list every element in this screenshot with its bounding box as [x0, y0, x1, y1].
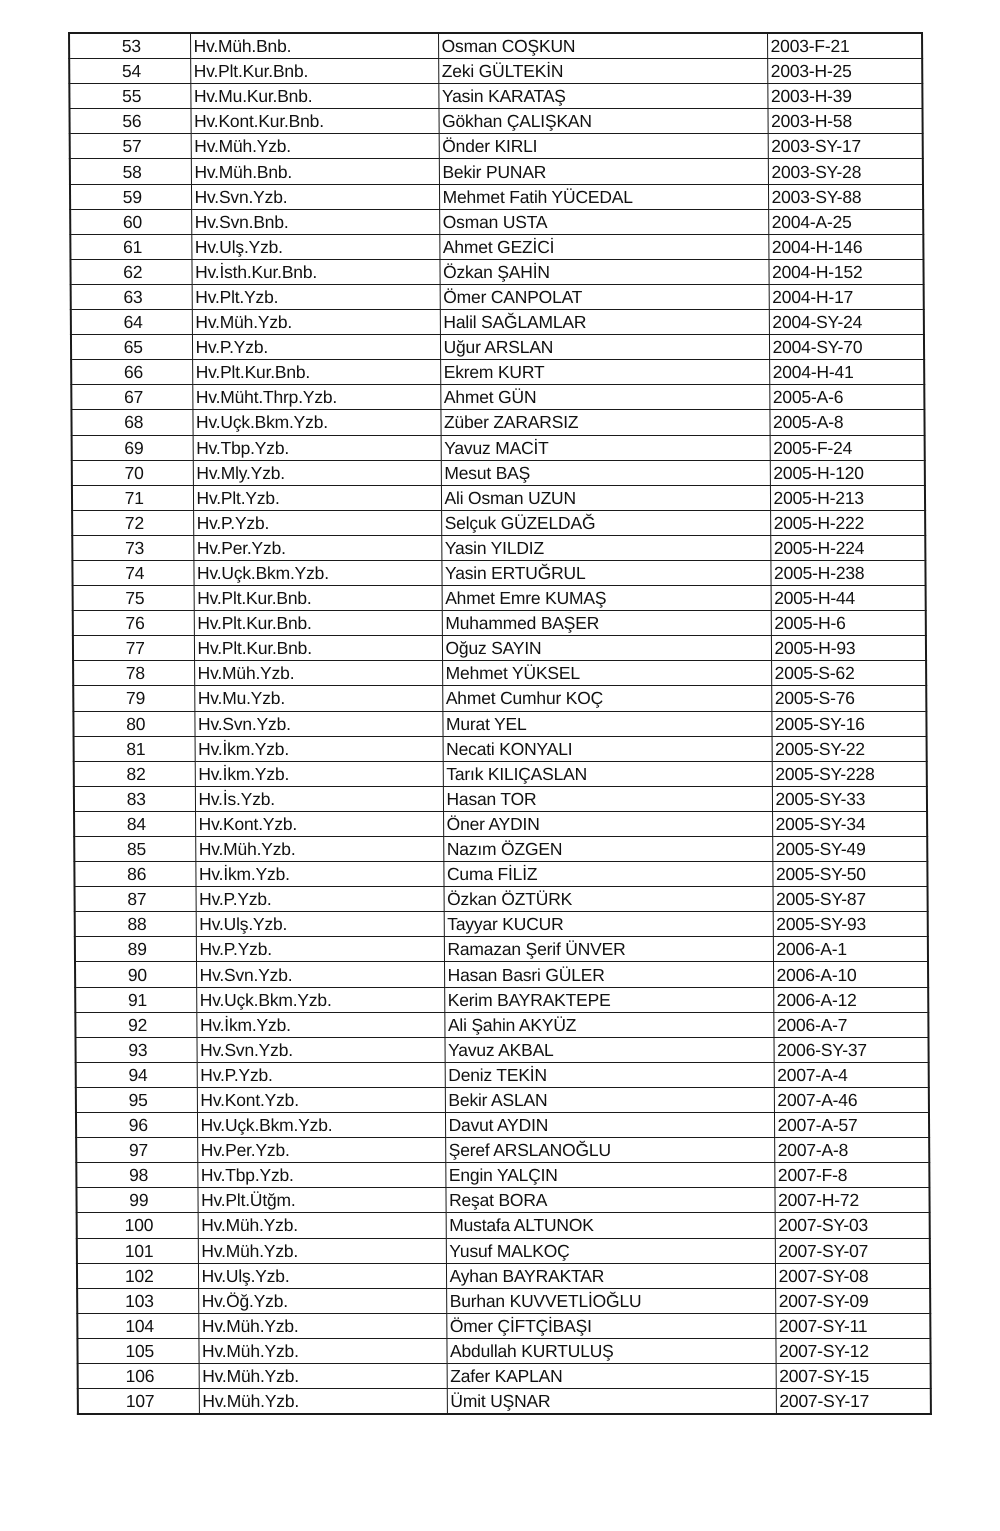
code-cell: 2006-A-12 — [773, 987, 928, 1012]
table-row — [73, 711, 926, 736]
rank-cell: Hv.İs.Yzb. — [195, 786, 443, 811]
name-cell: Davut AYDIN — [445, 1113, 774, 1138]
code-cell: 2007-A-4 — [774, 1062, 929, 1087]
rank-cell: Hv.Mly.Yzb. — [193, 460, 441, 485]
rank-cell: Hv.Müh.Yzb. — [198, 1213, 446, 1238]
table-row — [75, 1037, 928, 1062]
rank-cell: Hv.Svn.Yzb. — [196, 962, 444, 987]
row-number-cell: 98 — [76, 1163, 197, 1188]
code-cell: 2007-A-8 — [774, 1138, 929, 1163]
code-cell: 2005-A-6 — [769, 385, 924, 410]
row-number-cell: 97 — [76, 1138, 197, 1163]
row-number-cell: 67 — [71, 385, 192, 410]
table-row — [73, 636, 926, 661]
rank-cell: Hv.Plt.Kur.Bnb. — [194, 636, 442, 661]
name-cell: Zeki GÜLTEKİN — [438, 59, 767, 84]
row-number-cell: 90 — [75, 962, 196, 987]
rank-cell: Hv.Ulş.Yzb. — [191, 234, 439, 259]
code-cell: 2005-SY-22 — [772, 736, 927, 761]
table-row — [76, 1163, 929, 1188]
code-cell: 2007-SY-17 — [776, 1389, 931, 1415]
name-cell: Ramazan Şerif ÜNVER — [444, 937, 773, 962]
row-number-cell: 89 — [75, 937, 196, 962]
rank-cell: Hv.Svn.Yzb. — [196, 1037, 444, 1062]
name-cell: Önder KIRLI — [439, 134, 768, 159]
table-row — [76, 1062, 929, 1087]
row-number-cell: 75 — [73, 586, 194, 611]
rank-cell: Hv.Kont.Yzb. — [195, 811, 443, 836]
rank-cell: Hv.P.Yzb. — [197, 1062, 445, 1087]
code-cell: 2006-A-1 — [773, 937, 928, 962]
code-cell: 2004-A-25 — [768, 209, 923, 234]
table-row — [76, 1188, 929, 1213]
code-cell: 2005-SY-228 — [772, 761, 927, 786]
row-number-cell: 57 — [70, 134, 191, 159]
table-row — [71, 360, 924, 385]
name-cell: Muhammed BAŞER — [442, 611, 771, 636]
name-cell: Bekir ASLAN — [445, 1087, 774, 1112]
row-number-cell: 91 — [75, 987, 196, 1012]
row-number-cell: 59 — [70, 184, 191, 209]
table-row — [70, 184, 923, 209]
table-row — [71, 410, 924, 435]
code-cell: 2004-SY-70 — [769, 335, 924, 360]
table-row — [74, 862, 927, 887]
table-row — [71, 310, 924, 335]
code-cell: 2003-SY-28 — [768, 159, 923, 184]
rank-cell: Hv.P.Yzb. — [192, 335, 440, 360]
name-cell: Abdullah KURTULUŞ — [446, 1338, 775, 1363]
name-cell: Ömer ÇİFTÇİBAŞI — [446, 1313, 775, 1338]
table-row — [78, 1389, 931, 1415]
table-row — [77, 1263, 930, 1288]
rank-cell: Hv.İkm.Yzb. — [196, 1012, 444, 1037]
code-cell: 2005-SY-16 — [771, 711, 926, 736]
rank-cell: Hv.Uçk.Bkm.Yzb. — [197, 1113, 445, 1138]
name-cell: Ahmet Emre KUMAŞ — [442, 586, 771, 611]
rank-cell: Hv.Plt.Yzb. — [192, 284, 440, 309]
name-cell: Burhan KUVVETLİOĞLU — [446, 1288, 775, 1313]
code-cell: 2005-F-24 — [770, 435, 925, 460]
code-cell: 2005-A-8 — [769, 410, 924, 435]
name-cell: Necati KONYALI — [443, 736, 772, 761]
name-cell: Özkan ŞAHİN — [439, 259, 768, 284]
row-number-cell: 78 — [73, 661, 194, 686]
code-cell: 2004-H-41 — [769, 360, 924, 385]
code-cell: 2005-H-6 — [771, 611, 926, 636]
table-row — [77, 1313, 930, 1338]
rank-cell: Hv.P.Yzb. — [193, 510, 441, 535]
table-row — [72, 460, 925, 485]
code-cell: 2003-SY-88 — [768, 184, 923, 209]
row-number-cell: 54 — [69, 59, 190, 84]
table-row — [76, 1087, 929, 1112]
name-cell: Mehmet YÜKSEL — [442, 661, 771, 686]
row-number-cell: 80 — [73, 711, 194, 736]
row-number-cell: 66 — [71, 360, 192, 385]
rank-cell: Hv.Müh.Yzb. — [198, 1313, 446, 1338]
rank-cell: Hv.Müht.Thrp.Yzb. — [192, 385, 440, 410]
name-cell: Kerim BAYRAKTEPE — [444, 987, 773, 1012]
table-row — [73, 611, 926, 636]
rank-cell: Hv.Per.Yzb. — [197, 1138, 445, 1163]
name-cell: Yasin YILDIZ — [441, 535, 770, 560]
row-number-cell: 101 — [77, 1238, 198, 1263]
table-row — [70, 234, 923, 259]
code-cell: 2004-H-146 — [768, 234, 923, 259]
code-cell: 2007-A-46 — [774, 1087, 929, 1112]
table-row — [74, 786, 927, 811]
table-row — [72, 485, 925, 510]
table-row — [74, 837, 927, 862]
rank-cell: Hv.Plt.Kur.Bnb. — [190, 59, 438, 84]
name-cell: Nazım ÖZGEN — [443, 837, 772, 862]
rank-cell: Hv.Müh.Yzb. — [192, 310, 440, 335]
name-cell: Öner AYDIN — [443, 811, 772, 836]
name-cell: Uğur ARSLAN — [440, 335, 769, 360]
row-number-cell: 93 — [75, 1037, 196, 1062]
rank-cell: Hv.Per.Yzb. — [193, 535, 441, 560]
document-page — [68, 32, 930, 1415]
table-row — [71, 284, 924, 309]
code-cell: 2007-SY-15 — [776, 1363, 931, 1388]
table-row — [71, 335, 924, 360]
table-row — [74, 811, 927, 836]
code-cell: 2006-A-10 — [773, 962, 928, 987]
rank-cell: Hv.Mu.Yzb. — [194, 686, 442, 711]
code-cell: 2007-SY-12 — [775, 1338, 930, 1363]
name-cell: Züber ZARARSIZ — [440, 410, 769, 435]
rank-cell: Hv.Müh.Yzb. — [194, 661, 442, 686]
rank-cell: Hv.Uçk.Bkm.Yzb. — [193, 560, 441, 585]
row-number-cell: 77 — [73, 636, 194, 661]
rank-cell: Hv.Svn.Yzb. — [191, 184, 439, 209]
rank-cell: Hv.Plt.Ütğm. — [197, 1188, 445, 1213]
rank-cell: Hv.Uçk.Bkm.Yzb. — [192, 410, 440, 435]
table-row — [73, 586, 926, 611]
table-row — [70, 209, 923, 234]
code-cell: 2007-SY-07 — [775, 1238, 930, 1263]
table-row — [75, 962, 928, 987]
code-cell: 2005-S-76 — [771, 686, 926, 711]
row-number-cell: 95 — [76, 1087, 197, 1112]
rank-cell: Hv.İkm.Yzb. — [195, 862, 443, 887]
personnel-table-body — [69, 33, 931, 1414]
name-cell: Yavuz MACİT — [441, 435, 770, 460]
rank-cell: Hv.Kont.Kur.Bnb. — [190, 109, 438, 134]
table-row — [69, 84, 922, 109]
code-cell: 2003-H-58 — [767, 109, 922, 134]
name-cell: Gökhan ÇALIŞKAN — [438, 109, 767, 134]
row-number-cell: 103 — [77, 1288, 198, 1313]
table-row — [74, 761, 927, 786]
rank-cell: Hv.Müh.Yzb. — [191, 134, 439, 159]
name-cell: Mustafa ALTUNOK — [446, 1213, 775, 1238]
name-cell: Şeref ARSLANOĞLU — [445, 1138, 774, 1163]
table-row — [76, 1113, 929, 1138]
code-cell: 2005-H-120 — [770, 460, 925, 485]
row-number-cell: 70 — [72, 460, 193, 485]
code-cell: 2006-SY-37 — [773, 1037, 928, 1062]
name-cell: Yusuf MALKOÇ — [446, 1238, 775, 1263]
table-row — [73, 661, 926, 686]
row-number-cell: 100 — [77, 1213, 198, 1238]
code-cell: 2005-H-238 — [770, 560, 925, 585]
name-cell: Yasin KARATAŞ — [438, 84, 767, 109]
row-number-cell: 84 — [74, 811, 195, 836]
table-row — [70, 134, 923, 159]
name-cell: Tayyar KUCUR — [444, 912, 773, 937]
row-number-cell: 68 — [71, 410, 192, 435]
rank-cell: Hv.Müh.Yzb. — [195, 837, 443, 862]
name-cell: Mehmet Fatih YÜCEDAL — [439, 184, 768, 209]
code-cell: 2005-H-93 — [771, 636, 926, 661]
table-row — [71, 385, 924, 410]
code-cell: 2007-F-8 — [774, 1163, 929, 1188]
table-row — [77, 1213, 930, 1238]
code-cell: 2007-H-72 — [774, 1188, 929, 1213]
table-row — [69, 109, 922, 134]
row-number-cell: 96 — [76, 1113, 197, 1138]
name-cell: Osman COŞKUN — [438, 33, 767, 59]
rank-cell: Hv.Müh.Yzb. — [199, 1363, 447, 1388]
row-number-cell: 99 — [76, 1188, 197, 1213]
code-cell: 2004-SY-24 — [769, 310, 924, 335]
row-number-cell: 61 — [70, 234, 191, 259]
code-cell: 2005-H-222 — [770, 510, 925, 535]
table-row — [69, 33, 922, 59]
code-cell: 2005-SY-93 — [773, 912, 928, 937]
rank-cell: Hv.Plt.Kur.Bnb. — [192, 360, 440, 385]
code-cell: 2004-H-17 — [769, 284, 924, 309]
code-cell: 2005-H-44 — [771, 586, 926, 611]
code-cell: 2007-SY-08 — [775, 1263, 930, 1288]
table-row — [77, 1338, 930, 1363]
name-cell: Hasan TOR — [443, 786, 772, 811]
name-cell: Deniz TEKİN — [445, 1062, 774, 1087]
table-row — [75, 1012, 928, 1037]
row-number-cell: 56 — [69, 109, 190, 134]
rank-cell: Hv.İsth.Kur.Bnb. — [191, 259, 439, 284]
row-number-cell: 69 — [72, 435, 193, 460]
row-number-cell: 102 — [77, 1263, 198, 1288]
name-cell: Murat YEL — [442, 711, 771, 736]
row-number-cell: 83 — [74, 786, 195, 811]
name-cell: Ümit UŞNAR — [447, 1389, 776, 1415]
rank-cell: Hv.Müh.Yzb. — [198, 1238, 446, 1263]
name-cell: Selçuk GÜZELDAĞ — [441, 510, 770, 535]
table-row — [75, 912, 928, 937]
code-cell: 2003-F-21 — [767, 33, 922, 59]
code-cell: 2007-A-57 — [774, 1113, 929, 1138]
rank-cell: Hv.Svn.Yzb. — [194, 711, 442, 736]
name-cell: Ali Osman UZUN — [441, 485, 770, 510]
name-cell: Mesut BAŞ — [441, 460, 770, 485]
code-cell: 2005-SY-34 — [772, 811, 927, 836]
table-row — [70, 159, 923, 184]
row-number-cell: 107 — [78, 1389, 199, 1415]
row-number-cell: 76 — [73, 611, 194, 636]
code-cell: 2005-S-62 — [771, 661, 926, 686]
table-row — [70, 259, 923, 284]
rank-cell: Hv.Müh.Bnb. — [190, 33, 438, 59]
rank-cell: Hv.Tbp.Yzb. — [193, 435, 441, 460]
table-row — [72, 435, 925, 460]
name-cell: Engin YALÇIN — [445, 1163, 774, 1188]
table-row — [73, 686, 926, 711]
code-cell: 2003-H-25 — [767, 59, 922, 84]
name-cell: Ahmet Cumhur KOÇ — [442, 686, 771, 711]
name-cell: Osman USTA — [439, 209, 768, 234]
name-cell: Cuma FİLİZ — [443, 862, 772, 887]
name-cell: Ahmet GEZİCİ — [439, 234, 768, 259]
name-cell: Reşat BORA — [445, 1188, 774, 1213]
rank-cell: Hv.Müh.Yzb. — [198, 1338, 446, 1363]
rank-cell: Hv.İkm.Yzb. — [195, 761, 443, 786]
name-cell: Hasan Basri GÜLER — [444, 962, 773, 987]
code-cell: 2005-SY-33 — [772, 786, 927, 811]
rank-cell: Hv.P.Yzb. — [196, 887, 444, 912]
rank-cell: Hv.Plt.Kur.Bnb. — [194, 586, 442, 611]
code-cell: 2005-SY-49 — [772, 837, 927, 862]
row-number-cell: 62 — [70, 259, 191, 284]
table-row — [75, 887, 928, 912]
row-number-cell: 104 — [77, 1313, 198, 1338]
code-cell: 2007-SY-03 — [775, 1213, 930, 1238]
code-cell: 2005-SY-50 — [772, 862, 927, 887]
code-cell: 2005-H-224 — [770, 535, 925, 560]
row-number-cell: 71 — [72, 485, 193, 510]
name-cell: Ekrem KURT — [440, 360, 769, 385]
rank-cell: Hv.Tbp.Yzb. — [197, 1163, 445, 1188]
table-row — [75, 987, 928, 1012]
code-cell: 2006-A-7 — [773, 1012, 928, 1037]
code-cell: 2007-SY-11 — [775, 1313, 930, 1338]
name-cell: Oğuz SAYIN — [442, 636, 771, 661]
row-number-cell: 60 — [70, 209, 191, 234]
name-cell: Yasin ERTUĞRUL — [441, 560, 770, 585]
code-cell: 2004-H-152 — [768, 259, 923, 284]
rank-cell: Hv.Plt.Yzb. — [193, 485, 441, 510]
row-number-cell: 86 — [74, 862, 195, 887]
row-number-cell: 82 — [74, 761, 195, 786]
row-number-cell: 63 — [71, 284, 192, 309]
rank-cell: Hv.Ulş.Yzb. — [198, 1263, 446, 1288]
table-row — [74, 736, 927, 761]
row-number-cell: 81 — [74, 736, 195, 761]
table-row — [72, 535, 925, 560]
row-number-cell: 105 — [77, 1338, 198, 1363]
name-cell: Tarık KILIÇASLAN — [443, 761, 772, 786]
row-number-cell: 92 — [75, 1012, 196, 1037]
rank-cell: Hv.P.Yzb. — [196, 937, 444, 962]
row-number-cell: 106 — [78, 1363, 199, 1388]
rank-cell: Hv.Müh.Yzb. — [199, 1389, 447, 1415]
rank-cell: Hv.Plt.Kur.Bnb. — [194, 611, 442, 636]
rank-cell: Hv.İkm.Yzb. — [195, 736, 443, 761]
rank-cell: Hv.Uçk.Bkm.Yzb. — [196, 987, 444, 1012]
table-row — [72, 510, 925, 535]
row-number-cell: 94 — [76, 1062, 197, 1087]
code-cell: 2005-SY-87 — [773, 887, 928, 912]
name-cell: Ahmet GÜN — [440, 385, 769, 410]
rank-cell: Hv.Öğ.Yzb. — [198, 1288, 446, 1313]
row-number-cell: 58 — [70, 159, 191, 184]
code-cell: 2007-SY-09 — [775, 1288, 930, 1313]
personnel-table — [68, 32, 932, 1415]
rank-cell: Hv.Svn.Bnb. — [191, 209, 439, 234]
name-cell: Özkan ÖZTÜRK — [444, 887, 773, 912]
row-number-cell: 88 — [75, 912, 196, 937]
rank-cell: Hv.Ulş.Yzb. — [196, 912, 444, 937]
code-cell: 2005-H-213 — [770, 485, 925, 510]
table-row — [77, 1238, 930, 1263]
name-cell: Ayhan BAYRAKTAR — [446, 1263, 775, 1288]
table-row — [69, 59, 922, 84]
code-cell: 2003-SY-17 — [768, 134, 923, 159]
row-number-cell: 64 — [71, 310, 192, 335]
rank-cell: Hv.Müh.Bnb. — [191, 159, 439, 184]
table-row — [75, 937, 928, 962]
rank-cell: Hv.Kont.Yzb. — [197, 1087, 445, 1112]
table-row — [72, 560, 925, 585]
row-number-cell: 85 — [74, 837, 195, 862]
row-number-cell: 87 — [75, 887, 196, 912]
row-number-cell: 73 — [72, 535, 193, 560]
name-cell: Yavuz AKBAL — [444, 1037, 773, 1062]
row-number-cell: 72 — [72, 510, 193, 535]
row-number-cell: 79 — [73, 686, 194, 711]
name-cell: Zafer KAPLAN — [447, 1363, 776, 1388]
table-row — [76, 1138, 929, 1163]
row-number-cell: 74 — [72, 560, 193, 585]
code-cell: 2003-H-39 — [767, 84, 922, 109]
rank-cell: Hv.Mu.Kur.Bnb. — [190, 84, 438, 109]
row-number-cell: 53 — [69, 33, 190, 59]
name-cell: Ali Şahin AKYÜZ — [444, 1012, 773, 1037]
table-row — [78, 1363, 931, 1388]
name-cell: Ömer CANPOLAT — [440, 284, 769, 309]
row-number-cell: 65 — [71, 335, 192, 360]
table-row — [77, 1288, 930, 1313]
row-number-cell: 55 — [69, 84, 190, 109]
name-cell: Halil SAĞLAMLAR — [440, 310, 769, 335]
name-cell: Bekir PUNAR — [439, 159, 768, 184]
